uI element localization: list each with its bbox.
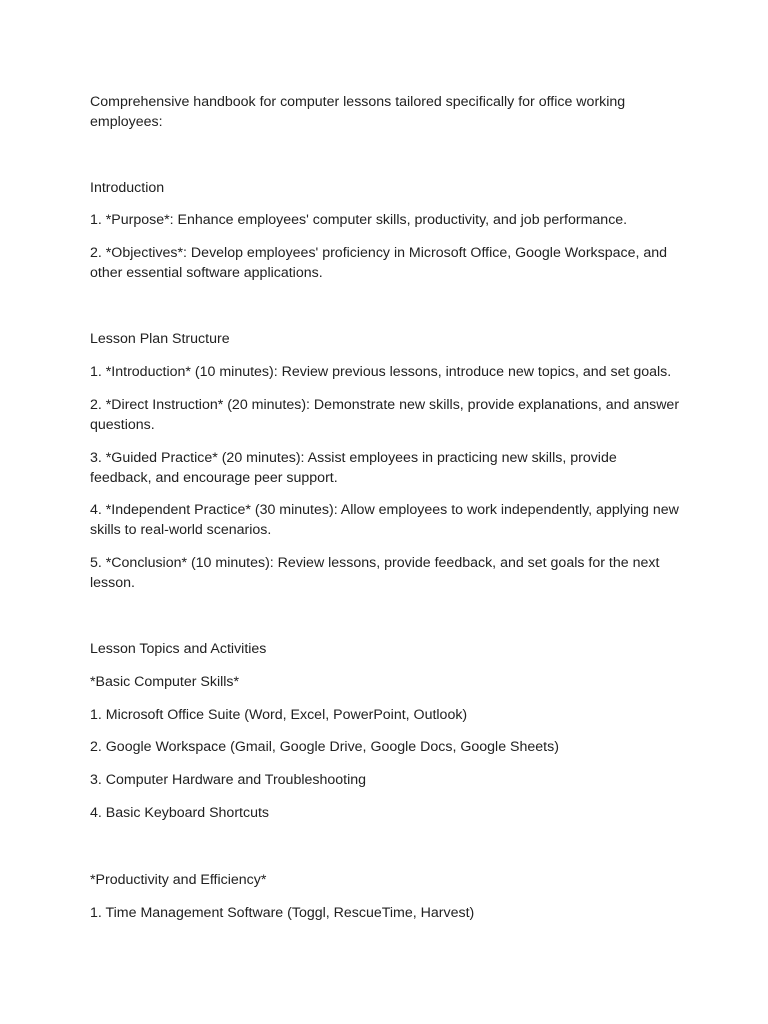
lesson-plan-item-3: 3. *Guided Practice* (20 minutes): Assist employees in practicing new skills, provide feedback, and encourage peer support. <box>90 450 617 486</box>
section-heading-introduction: Introduction <box>90 180 165 196</box>
subheading-basic-computer-skills: *Basic Computer Skills* <box>90 674 240 690</box>
lesson-plan-item-4: 4. *Independent Practice* (30 minutes): Allow employees to work independently, applying new skills to real-world scenarios. <box>90 502 679 538</box>
productivity-item-1: 1. Time Management Software (Toggl, RescueTime, Harvest) <box>90 905 475 921</box>
basic-skills-item-4: 4. Basic Keyboard Shortcuts <box>90 805 270 821</box>
section-heading-lesson-plan: Lesson Plan Structure <box>90 331 230 347</box>
basic-skills-item-3: 3. Computer Hardware and Troubleshooting <box>90 772 367 788</box>
document-intro: Comprehensive handbook for computer lessons tailored specifically for office working employees: <box>90 94 626 130</box>
introduction-item-1: 1. *Purpose*: Enhance employees' computer skills, productivity, and job performance. <box>90 212 628 228</box>
basic-skills-item-2: 2. Google Workspace (Gmail, Google Drive, Google Docs, Google Sheets) <box>90 739 559 755</box>
lesson-plan-item-1: 1. *Introduction* (10 minutes): Review previous lessons, introduce new topics, and set goals. <box>90 364 672 380</box>
introduction-item-2: 2. *Objectives*: Develop employees' proficiency in Microsoft Office, Google Workspace, and other essential software applications. <box>90 245 668 281</box>
lesson-plan-item-2: 2. *Direct Instruction* (20 minutes): Demonstrate new skills, provide explanations, and answer questions. <box>90 397 680 433</box>
basic-skills-item-1: 1. Microsoft Office Suite (Word, Excel, PowerPoint, Outlook) <box>90 707 468 723</box>
subheading-productivity: *Productivity and Efficiency* <box>90 872 267 888</box>
section-heading-topics: Lesson Topics and Activities <box>90 641 267 657</box>
lesson-plan-item-5: 5. *Conclusion* (10 minutes): Review lessons, provide feedback, and set goals for the next lesson. <box>90 555 660 591</box>
